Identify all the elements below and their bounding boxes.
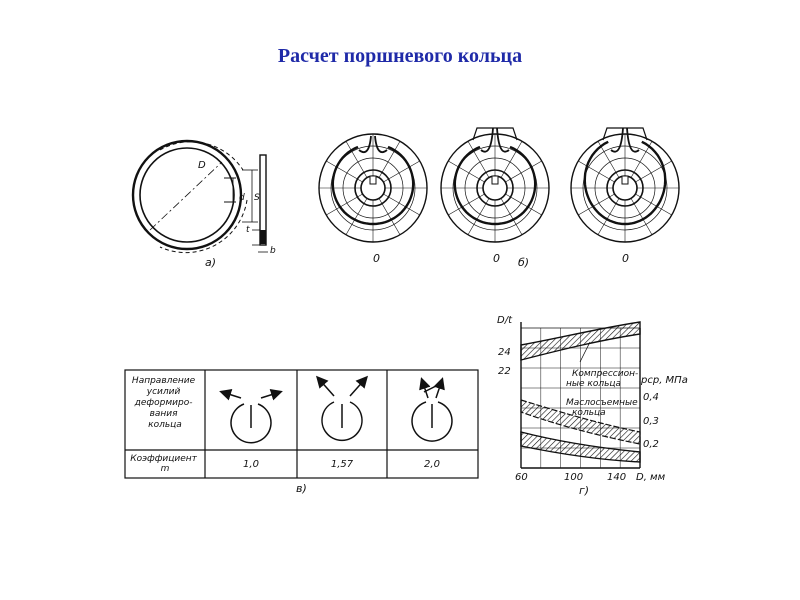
- y-left-tick-2: 22: [498, 366, 511, 377]
- y-right-label: pср, МПа: [641, 375, 688, 386]
- y-left-label: D/t: [497, 315, 512, 326]
- label-D: D: [198, 160, 206, 171]
- annot-oil: Маслосъемные кольца: [566, 398, 638, 418]
- zero-label-3: 0: [622, 252, 629, 265]
- pressure-diagram-3: [571, 128, 679, 242]
- caption-b: б): [518, 256, 530, 269]
- ring-force-icon-1: [222, 392, 280, 443]
- pressure-diagram-2: [441, 128, 549, 242]
- x-tick-2: 100: [564, 472, 584, 483]
- page-title: Расчет поршневого кольца: [277, 45, 523, 67]
- ring-force-icon-3: [412, 380, 452, 441]
- coef-value-3: 2,0: [424, 459, 440, 470]
- table-header-cell: Направление усилий деформиро- вания кольца: [131, 376, 196, 430]
- x-tick-1: 60: [515, 472, 528, 483]
- label-d: d: [239, 193, 245, 203]
- label-S: S: [254, 193, 260, 203]
- x-label: D, мм: [636, 472, 666, 483]
- gap-curve-left: [359, 136, 371, 152]
- label-b: b: [270, 246, 276, 256]
- ring-force-icon-2: [318, 378, 366, 440]
- label-t: t: [246, 225, 250, 235]
- keyway: [622, 176, 628, 184]
- annot-compression: Компрессион- ные кольца: [566, 369, 639, 389]
- graph-g: [521, 322, 640, 468]
- coef-label: Коэффициент m: [130, 454, 197, 474]
- ring-drawing-a: [133, 141, 268, 253]
- y-right-tick-2: 0,3: [643, 416, 659, 427]
- caption-v: в): [296, 482, 307, 495]
- caption-g: г): [579, 484, 590, 497]
- pressure-diagram-1: [319, 134, 427, 242]
- gap-curve-right: [375, 136, 387, 152]
- zero-label-2: 0: [493, 252, 500, 265]
- y-left-tick-1: 24: [498, 347, 511, 358]
- keyway: [370, 176, 376, 184]
- coef-value-1: 1,0: [243, 459, 259, 470]
- x-tick-3: 140: [607, 472, 627, 483]
- zero-label-1: 0: [373, 252, 380, 265]
- keyway: [492, 176, 498, 184]
- y-right-tick-1: 0,4: [643, 392, 659, 403]
- caption-a: а): [205, 256, 217, 269]
- y-right-tick-3: 0,2: [643, 439, 659, 450]
- coef-value-2: 1,57: [330, 459, 354, 470]
